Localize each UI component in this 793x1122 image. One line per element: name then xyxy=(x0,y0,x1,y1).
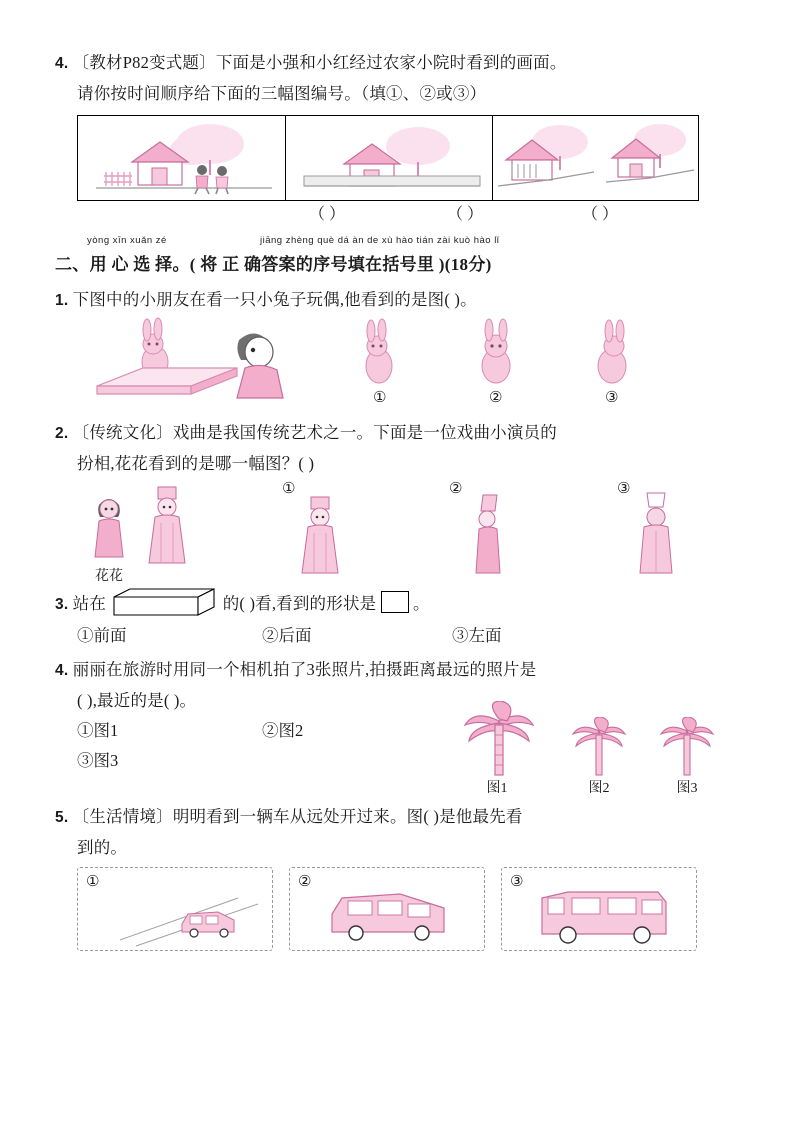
q3-cuboid-icon xyxy=(112,587,216,617)
q4-top-answer-2[interactable]: （ ） xyxy=(447,206,484,223)
q4-picture-label-1: 图1 xyxy=(486,781,508,796)
farm-scene-4 xyxy=(606,120,698,198)
q4-bottom-text-2: ( ),最近的是( )。 xyxy=(77,691,197,710)
q4-bottom-number: 4. xyxy=(55,662,69,679)
q1-option-3-image xyxy=(585,318,639,390)
q2-huahua-figure xyxy=(89,491,129,563)
boy-figure xyxy=(237,333,283,398)
q3-answer-shape-box[interactable] xyxy=(381,591,409,613)
q4-picture-label-3: 图3 xyxy=(676,781,698,796)
q4-top-number: 4. xyxy=(55,55,69,72)
q1-option-2-image xyxy=(469,318,523,390)
q2-text-1: 〔传统文化〕戏曲是我国传统艺术之一。下面是一位戏曲小演员的 xyxy=(72,423,557,442)
child-figure-2 xyxy=(216,166,228,194)
q1-option-mark-1[interactable]: ① xyxy=(373,388,387,406)
q2-number: 2. xyxy=(55,425,69,442)
question-4-bottom xyxy=(55,655,715,796)
q5-option-1-box[interactable] xyxy=(77,867,273,951)
q5-option-2-box[interactable] xyxy=(289,867,485,951)
q4-picture-label-2: 图2 xyxy=(588,781,610,796)
q1-option-mark-2[interactable]: ② xyxy=(489,388,503,406)
section-2-title: 二、用 心 选 择。( 将 正 确答案的序号填在括号里 )(18分) xyxy=(55,255,492,274)
q2-opera-front-figure xyxy=(139,485,195,567)
question-3 xyxy=(55,587,715,651)
q1-option-1-image xyxy=(352,318,406,390)
section-2-pinyin-right: jiāng zhèng què dá àn de xù hào tián zài kuò hào lǐ xyxy=(260,235,500,246)
q5-text-2: 到的。 xyxy=(77,838,128,857)
q2-line1 xyxy=(55,418,715,449)
q4-bottom-option-2[interactable]: ②图2 xyxy=(262,721,304,740)
q3-text-b: 的( )看,看到的形状是 xyxy=(222,594,377,613)
q3-option-2[interactable]: ②后面 xyxy=(262,626,312,645)
section-2-pinyin-left: yòng xīn xuǎn zé xyxy=(87,235,167,246)
q5-van-large xyxy=(528,880,694,950)
q2-huahua-label: 花花 xyxy=(95,569,123,584)
q4-top-answer-1[interactable]: （ ） xyxy=(309,206,346,223)
q4-palm-2 xyxy=(567,717,631,777)
q5-number: 5. xyxy=(55,809,69,826)
q1-text: 下图中的小朋友在看一只小兔子玩偶,他看到的是图( )。 xyxy=(72,290,477,309)
q1-number: 1. xyxy=(55,292,69,309)
question-4-top xyxy=(55,48,715,227)
q4-top-text-1: 〔教材P82变式题〕下面是小强和小红经过农家小院时看到的画面。 xyxy=(72,53,567,72)
q4-top-answer-3[interactable]: （ ） xyxy=(582,206,619,223)
q4-top-line2 xyxy=(77,79,715,109)
q2-option-mark-1[interactable]: ① xyxy=(282,479,296,497)
q2-option-2-image xyxy=(467,491,509,577)
picture-divider-1 xyxy=(285,116,286,200)
q2-text-2: 扮相,花花看到的是哪一幅图？( ) xyxy=(77,454,315,473)
q4-top-line1 xyxy=(55,48,715,79)
q1-scene xyxy=(87,316,317,408)
worksheet-content xyxy=(55,48,715,963)
picture-divider-2 xyxy=(492,116,493,200)
q1-figure-row xyxy=(77,316,715,412)
section-2-heading xyxy=(55,235,715,281)
q2-option-mark-2[interactable]: ② xyxy=(449,479,463,497)
q3-options-row xyxy=(77,621,715,651)
q4-bottom-line2 xyxy=(77,686,715,716)
farm-scene-3 xyxy=(498,120,598,198)
q4-bottom-text-1: 丽丽在旅游时用同一个相机拍了3张照片,拍摄距离最远的照片是 xyxy=(72,660,537,679)
child-figure-1 xyxy=(195,165,209,194)
q1-option-mark-3[interactable]: ③ xyxy=(605,388,619,406)
q4-palm-3 xyxy=(655,717,719,777)
q3-text-a: 站在 xyxy=(72,594,107,613)
q5-line2 xyxy=(77,833,715,863)
q3-line xyxy=(55,587,715,621)
question-5 xyxy=(55,802,715,963)
q4-bottom-option-3[interactable]: ③图3 xyxy=(77,751,119,770)
q3-option-3[interactable]: ③左面 xyxy=(452,626,502,645)
q2-figure-row xyxy=(77,479,715,583)
q5-line1 xyxy=(55,802,715,833)
q5-option-mark-2[interactable]: ② xyxy=(298,872,312,890)
farm-scene-1 xyxy=(92,120,277,198)
q4-top-picture-box xyxy=(77,115,699,201)
q4-top-text-2: 请你按时间顺序给下面的三幅图编号。（填①、②或③） xyxy=(77,84,487,103)
q2-option-1-image xyxy=(292,495,348,577)
q2-option-3-image xyxy=(633,491,679,577)
q4-bottom-line1 xyxy=(55,655,715,686)
question-1 xyxy=(55,285,715,412)
q2-option-mark-3[interactable]: ③ xyxy=(617,479,631,497)
q5-text-1: 〔生活情境〕明明看到一辆车从远处开过来。图( )是他最先看 xyxy=(72,807,523,826)
q5-figure-row xyxy=(77,867,715,963)
q5-option-mark-1[interactable]: ① xyxy=(86,872,100,890)
q4-top-answer-row xyxy=(77,201,699,227)
q3-option-1[interactable]: ①前面 xyxy=(77,626,127,645)
q2-line2 xyxy=(77,449,715,479)
q5-option-mark-3[interactable]: ③ xyxy=(510,872,524,890)
q3-text-c: 。 xyxy=(413,594,430,613)
q5-option-3-box[interactable] xyxy=(501,867,697,951)
q5-van-medium xyxy=(312,882,482,948)
q5-van-small xyxy=(118,890,268,948)
q1-line xyxy=(55,285,715,316)
q3-number: 3. xyxy=(55,596,69,613)
question-2 xyxy=(55,418,715,583)
q4-bottom-option-1[interactable]: ①图1 xyxy=(77,721,119,740)
farm-scene-2 xyxy=(300,120,485,198)
q4-palm-1 xyxy=(455,701,543,777)
